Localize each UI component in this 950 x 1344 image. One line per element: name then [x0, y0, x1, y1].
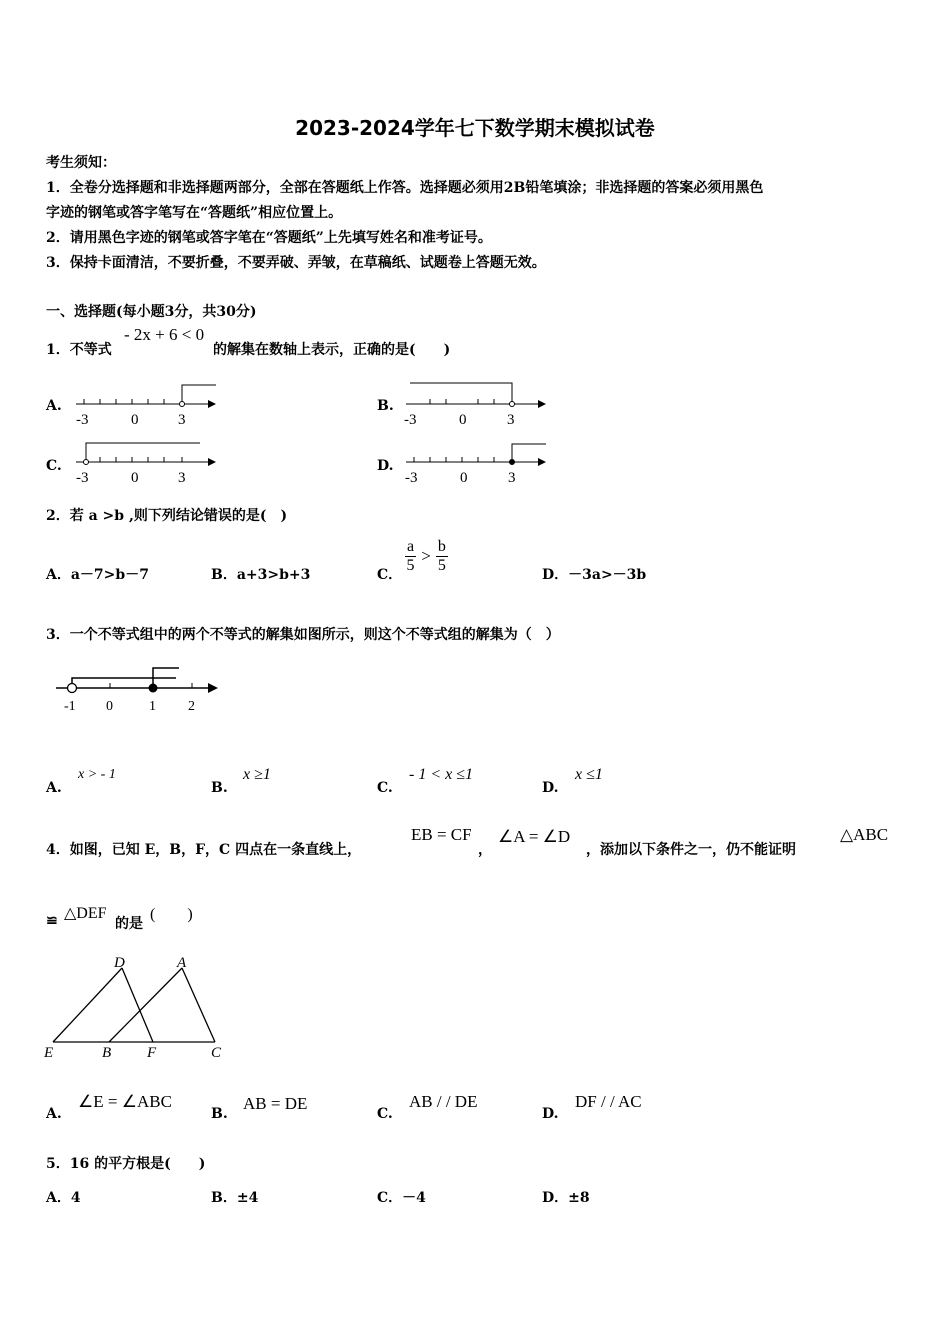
page-title: 2023-2024学年七下数学期末模拟试卷 [295, 116, 655, 140]
q2-option-c-expr [405, 538, 448, 575]
notice-item-3: 3．保持卡面清洁，不要折叠，不要弄破、弄皱，在草稿纸、试题卷上答题无效。 [46, 255, 546, 271]
q4-option-d: DF / / AC [575, 1092, 642, 1111]
tick-label: 1 [149, 699, 156, 714]
q4-option-c-label: C. [377, 1106, 393, 1122]
q3-option-b-label: B. [211, 780, 228, 796]
point-label: C [211, 1045, 222, 1061]
tick-label: -3 [404, 412, 417, 428]
q5-option-d: D．±8 [542, 1190, 590, 1206]
fraction-numerator: b [437, 538, 446, 555]
q4-option-a: ∠E = ∠ABC [78, 1092, 172, 1111]
point-label: B [102, 1045, 112, 1061]
q1-inequality: - 2x + 6 < 0 [124, 325, 205, 344]
segment-ed [53, 968, 122, 1042]
segment-ba [109, 968, 182, 1042]
q3-option-b: x ≥1 [243, 766, 271, 783]
q5-option-c: C．－4 [377, 1190, 426, 1206]
q2-option-c-label: C． [377, 567, 403, 583]
q3-number-line [52, 662, 227, 716]
q1-number-line-c [70, 438, 220, 488]
point-label: A [177, 955, 187, 971]
q3-stem: 3．一个不等式组中的两个不等式的解集如图所示，则这个不等式组的解集为（ ） [46, 627, 560, 643]
tick-label: 0 [131, 412, 139, 428]
fraction-denominator: 5 [406, 557, 415, 574]
q4-option-b-label: B. [211, 1106, 228, 1122]
q4-triangle-def: △DEF [64, 905, 107, 922]
notice-item-1b: 字迹的钢笔或答字笔写在“答题纸”相应位置上。 [46, 205, 343, 221]
tick-label: 3 [178, 412, 186, 428]
congruent-symbol: ≌ [46, 913, 58, 929]
q5-stem: 5．16 的平方根是( ) [46, 1156, 206, 1172]
q1-option-a-label: A. [46, 398, 62, 414]
q1-prefix: 1．不等式 [46, 342, 112, 358]
tick-label: -3 [405, 470, 418, 486]
q3-option-d: x ≤1 [575, 766, 603, 783]
point-label: F [147, 1045, 157, 1061]
q1-option-b-label: B. [377, 398, 394, 414]
q3-option-d-label: D. [542, 780, 559, 796]
q3-option-a: x > - 1 [78, 767, 116, 782]
tick-label: 2 [188, 699, 195, 714]
q1-suffix: 的解集在数轴上表示，正确的是( ) [213, 342, 451, 358]
q3-option-c: - 1 < x ≤1 [409, 766, 474, 783]
notice-item-2: 2．请用黑色字迹的钢笔或答字笔在“答题纸”上先填写姓名和准考证号。 [46, 230, 492, 246]
segment-ac [182, 968, 215, 1042]
q2-option-b: B．a+3>b+3 [211, 567, 311, 583]
notice-item-1a: 1．全卷分选择题和非选择题两部分，全部在答题纸上作答。选择题必须用2B铅笔填涂；非选择题的答案必须用黑色 [46, 180, 764, 196]
q4-comma: ， [478, 842, 492, 858]
point-label: E [44, 1045, 54, 1061]
q4-stem-3: 的是 [115, 916, 143, 932]
q3-option-a-label: A. [46, 780, 62, 796]
q2-stem: 2．若 a >b ,则下列结论错误的是( ) [46, 508, 288, 524]
greater-than: > [421, 546, 431, 566]
tick-label: -1 [64, 699, 76, 714]
section-heading: 一、选择题(每小题3分，共30分) [46, 304, 257, 320]
q4-stem-2: ，添加以下条件之一，仍不能证明 [586, 842, 796, 858]
q1-number-line-b [400, 378, 550, 428]
fraction-numerator: a [407, 538, 415, 555]
tick-label: 3 [508, 470, 516, 486]
q1-number-line-a [70, 378, 220, 428]
q4-condition-1: EB = CF [411, 825, 472, 844]
q2-option-a: A．a－7>b－7 [46, 567, 149, 583]
q4-stem-1: 4．如图，已知 E，B，F，C 四点在一条直线上， [46, 842, 362, 858]
tick-label: 0 [131, 470, 139, 486]
q4-paren: ( ) [150, 906, 193, 923]
tick-label: 3 [178, 470, 186, 486]
q4-condition-2: ∠A = ∠D [498, 827, 571, 846]
q1-option-c-label: C. [46, 458, 62, 474]
tick-label: 3 [507, 412, 515, 428]
q4-option-b: AB = DE [243, 1094, 308, 1113]
tick-label: 0 [459, 412, 467, 428]
tick-label: 0 [106, 699, 113, 714]
q5-option-a: A．4 [46, 1190, 81, 1206]
q2-option-d: D．－3a>－3b [542, 567, 647, 583]
q4-option-a-label: A. [46, 1106, 62, 1122]
q1-option-d-label: D. [377, 458, 394, 474]
segment-df [122, 968, 153, 1042]
tick-label: 0 [460, 470, 468, 486]
q5-option-b: B．±4 [211, 1190, 259, 1206]
tick-label: -3 [76, 470, 89, 486]
q3-option-c-label: C. [377, 780, 393, 796]
point-label: D [114, 955, 125, 971]
notice-heading: 考生须知： [46, 155, 116, 171]
tick-label: -3 [76, 412, 89, 428]
q4-option-c: AB / / DE [409, 1092, 478, 1111]
q4-triangle-abc: △ABC [840, 825, 889, 844]
q4-option-d-label: D. [542, 1106, 559, 1122]
q4-figure [40, 950, 240, 1065]
fraction-denominator: 5 [437, 557, 446, 574]
q1-number-line-d [400, 438, 550, 488]
